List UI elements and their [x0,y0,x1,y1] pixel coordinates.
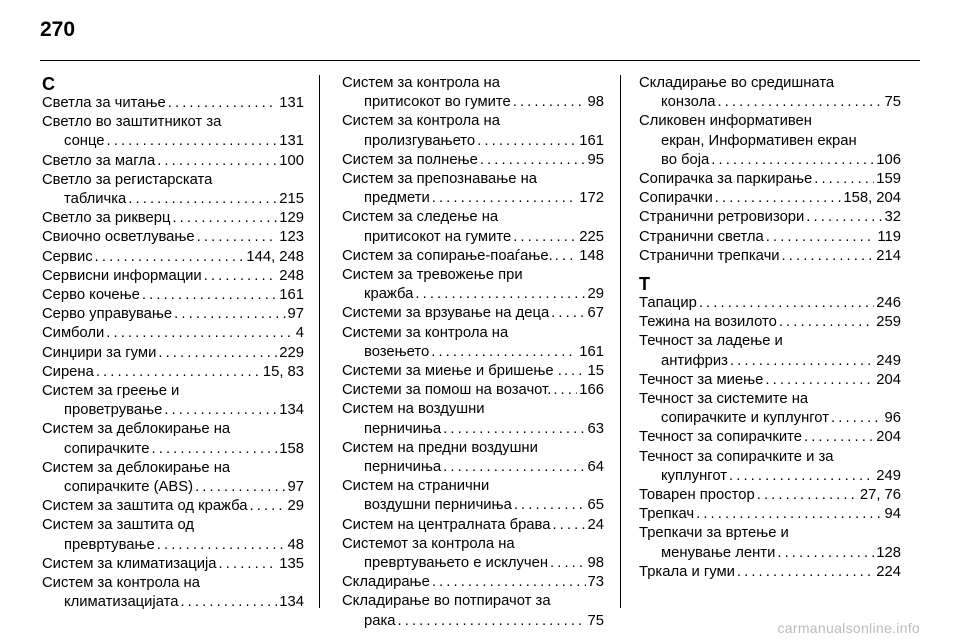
dot-leader [157,536,286,555]
index-entry [342,247,604,266]
dot-leader [197,228,278,247]
index-page-ref: 32 [884,209,901,226]
index-page-ref: 123 [279,229,304,246]
index-page-ref: 63 [587,420,604,437]
index-entry-text: пролизгувањето [364,132,476,149]
index-entry-text: Складирање [342,574,430,591]
index-entry-text: Систем за деблокирање на [42,459,231,476]
index-entry [639,332,901,370]
dot-leader [158,344,277,363]
dot-leader [696,505,882,524]
index-entry-text: Сликовен информативен [639,113,812,130]
index-entry-text: Серво кочење [42,287,140,304]
index-entry [42,555,304,574]
index-entry [42,459,304,497]
index-entry [639,371,901,390]
index-page-ref: 129 [279,210,304,227]
dot-leader [204,267,278,286]
index-entry [639,170,901,189]
dot-leader [514,496,586,515]
index-entry [42,305,304,324]
dot-leader [95,248,245,267]
index-entry [42,171,304,209]
index-entry-text: предмети [364,190,430,207]
index-page-ref: 158, 204 [843,190,901,207]
index-page-ref: 4 [295,325,304,342]
dot-leader [96,363,261,382]
dot-leader [513,228,577,247]
index-page-ref: 98 [587,555,604,572]
dot-leader [552,516,585,535]
index-entry-text: Течност за миење [639,371,764,388]
index-entry-text: сопирачките [64,440,150,457]
index-entry-text: Тапацир [639,295,697,312]
index-page-ref: 27, 76 [859,487,901,504]
index-entry-text: Систем на воздушни [342,401,485,418]
index-page-ref: 161 [279,287,304,304]
index-entry-text: Светла за читање [42,95,166,111]
dot-leader [219,555,278,574]
index-entry-text: Синџири за гуми [42,344,157,361]
index-entry [342,151,604,170]
index-entry-text: Системи за врзување на деца [342,305,550,322]
index-entry-text: менување ленти [661,544,776,561]
index-entry-text: перничиња [364,420,442,437]
index-page-ref: 131 [279,95,304,111]
dot-leader [415,285,585,304]
index-entry [342,477,604,515]
index-entry [42,248,304,267]
index-entry-text: Систем за контрола на [342,113,500,130]
index-page-ref: 65 [587,497,604,514]
index-entry-text: Странични светла [639,228,764,245]
index-entry [639,313,901,332]
dot-leader [142,286,277,305]
index-entry [342,208,604,246]
index-entry-text: возењето [364,343,430,360]
index-entry-text: сопирачките и куплунгот [661,410,829,427]
index-entry [342,304,604,323]
index-page-ref: 131 [279,133,304,150]
index-page-ref: 67 [587,305,604,322]
index-entry-text: Сопирачки [639,190,713,207]
index-entry [42,113,304,151]
index-page-ref: 161 [579,132,604,149]
index-entry [639,208,901,227]
index-page-ref: 98 [587,94,604,111]
index-page-ref: 15, 83 [262,363,304,380]
index-entry-text: проветрување [64,402,163,419]
index-page-ref: 229 [279,344,304,361]
dot-leader [432,189,578,208]
dot-leader [250,497,286,516]
dot-leader [782,247,875,266]
dot-leader [564,362,586,381]
index-entry [42,363,304,382]
index-entry [342,112,604,150]
index-entry [42,94,304,113]
page-number: 270 [40,18,76,41]
index-page-ref: 106 [876,151,901,168]
index-entry-text: Систем за деблокирање на [42,421,231,438]
index-entry [342,592,604,630]
index-entry-text: Складирање во потпирачот за [342,593,551,610]
index-entry-text: Системи за миење и бришење . [342,363,562,380]
index-page-ref: 97 [287,479,304,496]
index-entry-text: притисокот во гумите [364,94,511,111]
index-page-ref: 246 [876,295,901,312]
index-entry-text: Странични ретровизори [639,209,805,226]
index-entry [342,170,604,208]
index-entry-text: Систем за греење и [42,383,180,400]
index-entry-text: превртување [64,536,155,553]
index-entry [342,439,604,477]
dot-leader [779,313,874,332]
index-page-ref: 135 [279,555,304,572]
index-page-ref: 96 [884,410,901,427]
index-entry [342,362,604,381]
index-page-ref: 24 [587,516,604,533]
dot-leader [164,401,277,420]
index-entry [342,400,604,438]
dot-leader [555,247,578,266]
index-entry-text: притисокот на гумите [364,228,512,245]
index-entry-text: Трепкачи за вртење и [639,525,789,542]
index-entry [42,152,304,171]
dot-leader [550,554,586,573]
index-entry-text: Систем на централната брава [342,516,551,533]
index-page-ref: 172 [579,190,604,207]
index-page-ref: 128 [876,544,901,561]
index-entry [639,448,901,486]
dot-leader [737,563,874,582]
index-entry [42,344,304,363]
index-entry [639,228,901,247]
index-entry-text: Светло за рикверц [42,210,171,227]
index-entry-text: Систем на предни воздушни [342,439,538,456]
index-page-ref: 95 [587,151,604,168]
dot-leader [513,93,586,112]
dot-leader [106,324,294,343]
index-page-ref: 249 [876,352,901,369]
index-page-ref: 75 [884,94,901,111]
index-page-ref: 144, 248 [246,248,304,265]
index-entry-text: Сервис [42,248,93,265]
index-entry-text: кражба [364,286,414,303]
index-page-ref: 215 [279,191,304,208]
dot-leader [699,294,874,313]
dot-leader [766,228,876,247]
index-page-ref: 75 [587,612,604,629]
dot-leader [174,305,285,324]
index-entry [42,267,304,286]
index-entry-text: Тркала и гуми [639,563,735,580]
index-entry [42,209,304,228]
index-entry [639,563,901,582]
index-entry-text: антифриз [661,352,728,369]
index-page-ref: 159 [876,171,901,188]
index-page-ref: 248 [279,267,304,284]
dot-leader [443,458,585,477]
index-column-1 [42,74,304,612]
index-entry-text: Систем на странични [342,478,490,495]
index-page-ref: 158 [279,440,304,457]
index-page-ref: 94 [884,506,901,523]
dot-leader [107,132,278,151]
dot-leader [431,343,577,362]
index-column-2 [342,74,604,631]
dot-leader [717,93,882,112]
index-entry [639,189,901,208]
index-page-ref: 100 [279,152,304,169]
index-entry [42,574,304,612]
index-entry-text: сопирачките (ABS) [64,479,194,496]
index-entry-text: Системот за контрола на [342,535,515,552]
index-entry-text: Сопирачка за паркирање [639,171,813,188]
index-entry-text: Системи за помош на возачот. [342,382,552,399]
index-entry-text: Течност за сопирачките и за [639,448,834,465]
index-entry-text: Течност за системите на [639,391,809,408]
index-entry-text: воздушни перничиња [364,497,512,514]
index-page-ref: 204 [876,429,901,446]
index-column-3 [639,74,901,582]
header-rule [40,60,920,61]
dot-leader [777,544,874,563]
index-entry-text: Течност за ладење и [639,333,783,350]
index-entry [639,247,901,266]
index-entry-text: Светло за магла [42,152,156,169]
index-page-ref: 97 [287,306,304,323]
dot-leader [128,190,277,209]
index-entry-text: Систем за заштита од [42,517,195,534]
index-entry-text: Систем за контрола на [42,575,200,592]
index-entry-text: конзола [661,94,716,111]
index-entry [42,497,304,516]
index-entry-text: рака [364,612,396,629]
dot-leader [831,409,883,428]
index-entry-text: Систем за климатизација [42,555,217,572]
dot-leader [806,208,882,227]
index-page-ref: 73 [587,574,604,591]
index-entry [342,74,604,112]
index-entry [639,74,901,112]
index-page-ref: 161 [579,343,604,360]
index-entry-text: Систем за сопирање-поаѓање. [342,247,553,264]
index-entry-text: Свиочно осветлување [42,229,195,246]
index-entry [42,228,304,247]
index-entry-text: куплунгот [661,467,728,484]
index-entry-text: Систем за следење на [342,209,499,226]
index-entry-text: Систем за контрола на [342,75,500,91]
dot-leader [443,420,585,439]
index-entry-text: Товарен простор [639,487,755,504]
index-entry-text: Странични трепкачи [639,247,780,264]
index-entry [342,381,604,400]
index-page-ref: 214 [876,247,901,264]
index-page-ref: 148 [579,247,604,264]
index-entry-text: Течност за сопирачките [639,429,802,446]
dot-leader [480,151,586,170]
index-entry [342,573,604,592]
index-entry [639,294,901,313]
dot-leader [398,612,586,631]
dot-leader [711,151,874,170]
index-entry-text: Сервисни информации [42,267,202,284]
index-entry-text: Системи за контрола на [342,324,509,341]
index-entry-text: табличка [64,191,127,208]
index-entry [342,516,604,535]
index-page-ref: 119 [877,228,901,245]
index-entry-text: Систем за заштита од кражба [42,498,248,515]
index-entry-text: Тежина на возилото [639,314,777,331]
dot-leader [180,593,277,612]
index-entry-text: Светло во заштитникот за [42,114,222,131]
dot-leader [432,573,586,592]
index-entry-text: Систем за тревожење при [342,267,523,284]
index-page-ref: 204 [876,371,901,388]
dot-leader [157,152,277,171]
dot-leader [172,209,277,228]
dot-leader [553,381,577,400]
index-entry [639,486,901,505]
index-entry [342,324,604,362]
index-entry-text: Трепкач [639,506,695,523]
index-page-ref: 259 [876,314,901,331]
index-entry [639,390,901,428]
index-entry [342,535,604,573]
index-page-ref: 166 [579,382,604,399]
index-entry [639,524,901,562]
index-entry-text: Симболи [42,325,105,342]
index-entry-text: Серво управување [42,306,173,323]
index-entry-text: Сирена [42,363,94,380]
index-entry-text: сонце [64,133,105,150]
index-entry-text: Систем за препознавање на [342,171,538,188]
index-page-ref: 48 [287,536,304,553]
index-page-ref: 224 [876,563,901,580]
dot-leader [152,440,278,459]
index-entry [42,382,304,420]
index-entry-text: Светло за регистарската [42,171,213,188]
index-page-ref: 29 [287,498,304,515]
dot-leader [477,132,577,151]
dot-leader [804,428,874,447]
index-page-ref: 134 [279,402,304,419]
index-entry [42,420,304,458]
dot-leader [551,304,585,323]
index-entry-text: екран, Информативен екран [661,132,857,149]
dot-leader [765,371,874,390]
dot-leader [730,352,874,371]
index-entry [42,324,304,343]
dot-leader [729,467,874,486]
index-entry-text: Систем за полнење [342,151,478,168]
index-page-ref: 29 [587,286,604,303]
index-page-ref: 225 [579,228,604,245]
index-entry [639,428,901,447]
index-entry [42,516,304,554]
index-entry-text: перничиња [364,459,442,476]
index-entry [639,112,901,170]
index-letter-heading: С [42,74,55,94]
index-entry-text: превртувањето е исклучен [364,555,548,572]
index-entry [342,266,604,304]
dot-leader [814,170,874,189]
index-entry-text: климатизацијата [64,594,179,611]
index-page-ref: 64 [587,459,604,476]
index-page-ref: 15 [587,363,604,380]
index-entry [42,286,304,305]
index-entry-text: Складирање во средишната [639,75,835,91]
dot-leader [195,478,285,497]
index-page-ref: 249 [876,467,901,484]
dot-leader [168,94,278,113]
index-entry-text: во боја [661,151,710,168]
index-letter-heading: Т [639,274,650,295]
dot-leader [757,486,858,505]
dot-leader [715,189,842,208]
watermark: carmanualsonline.info [777,620,920,636]
index-page-ref: 134 [279,594,304,611]
column-divider [620,75,621,608]
column-divider [319,75,320,608]
index-entry [639,505,901,524]
